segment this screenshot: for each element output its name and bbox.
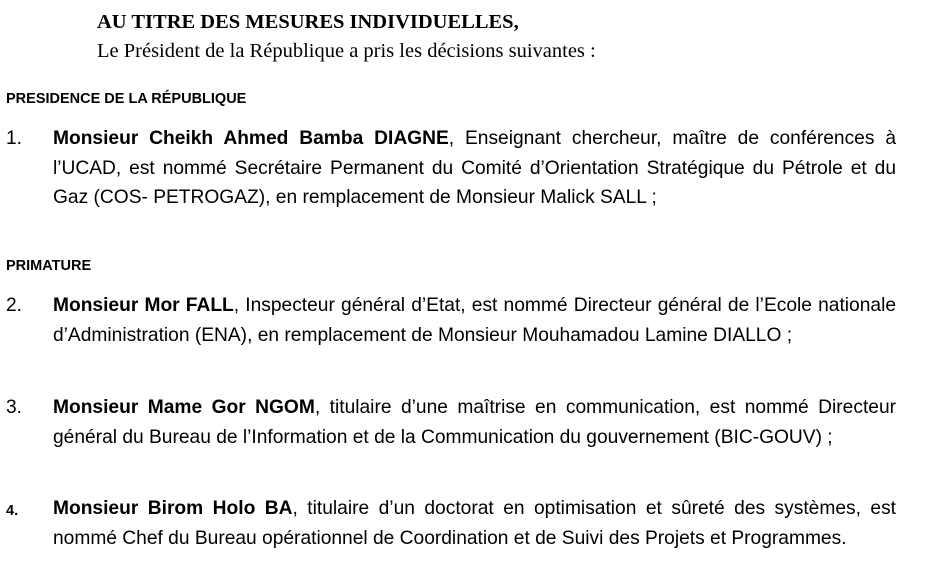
decision-text xyxy=(53,291,896,350)
decision-text xyxy=(53,124,896,213)
decision-text xyxy=(53,393,896,452)
decision-person-name: Monsieur Cheikh Ahmed Bamba DIAGNE xyxy=(53,128,449,149)
section-title-presidence: PRESIDENCE DE LA RÉPUBLIQUE xyxy=(6,91,247,107)
decision-number: 3. xyxy=(6,397,23,418)
decision-person-name: Monsieur Birom Holo BA xyxy=(53,498,293,519)
decision-number: 1. xyxy=(6,128,23,149)
decision-description: , titulaire d’une maîtrise en communication, est nommé Directeur général du Bureau de l’Information et de la Communication du gouvernement (BIC-GOUV) ; xyxy=(53,397,897,448)
decision-number: 2. xyxy=(6,295,23,316)
document-heading: AU TITRE DES MESURES INDIVIDUELLES, xyxy=(97,11,519,33)
decision-text xyxy=(53,494,896,553)
section-title-primature: PRIMATURE xyxy=(6,258,92,274)
decision-description: , titulaire d’un doctorat en optimisation et sûreté des systèmes, est nommé Chef du Bureau opérationnel de Coordination et de Suivi des Projets et Programmes. xyxy=(53,498,896,549)
decision-person-name: Monsieur Mame Gor NGOM xyxy=(53,397,315,418)
document-intro: Le Président de la République a pris les décisions suivantes : xyxy=(97,40,596,62)
decision-description: , Inspecteur général d’Etat, est nommé Directeur général de l’Ecole nationale d’Administration (ENA), en remplacement de Monsieur Mouhamadou Lamine DIALLO ; xyxy=(53,295,896,346)
decision-number: 4. xyxy=(6,503,19,519)
decision-person-name: Monsieur Mor FALL xyxy=(53,295,234,316)
decision-description: , Enseignant chercheur, maître de conférences à l’UCAD, est nommé Secrétaire Permanent du Comité d’Orientation Stratégique du Pétrole et du Gaz (COS- PETROGAZ), en remplacement de Monsieur Malick SALL ; xyxy=(53,128,897,208)
